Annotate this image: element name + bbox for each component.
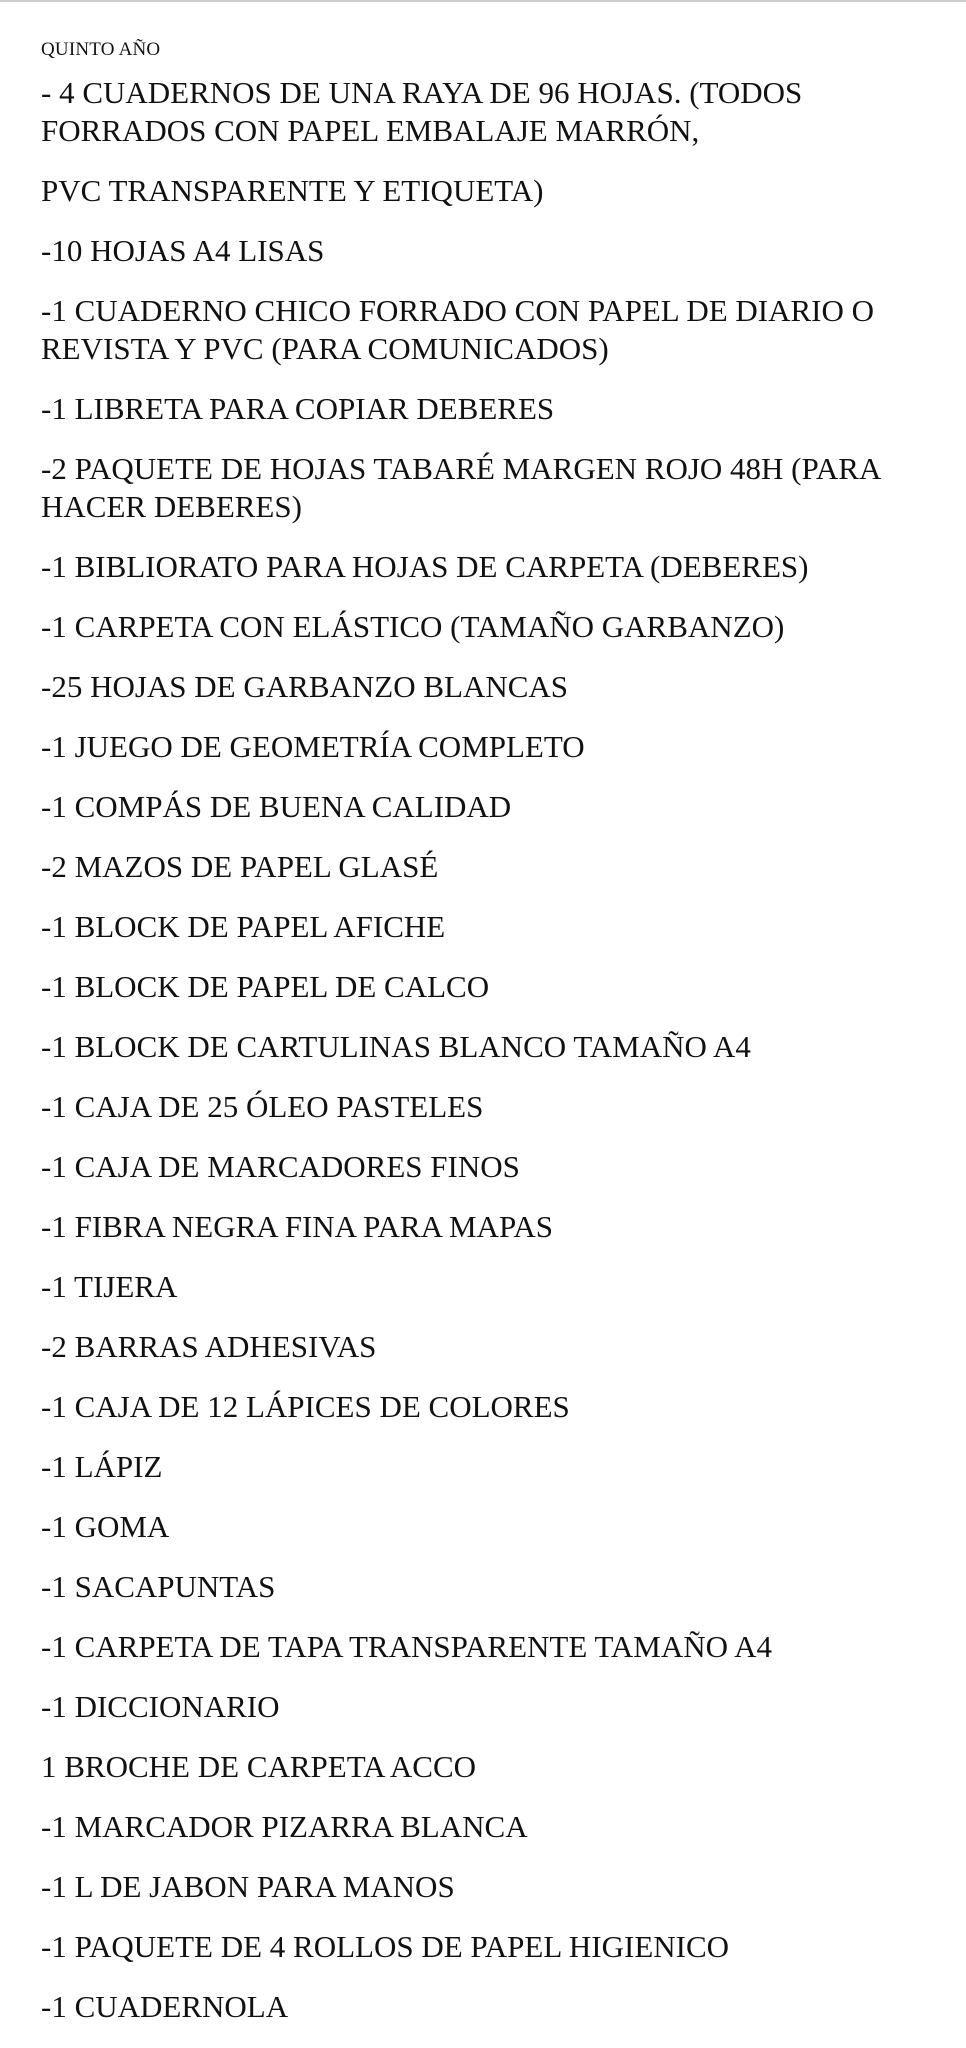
list-item: -1 FIBRA NEGRA FINA PARA MAPAS xyxy=(41,1209,553,1244)
supply-list-document xyxy=(41,38,941,2048)
list-item: -1 CUADERNOLA xyxy=(41,1989,289,2024)
list-item: -1 PAQUETE DE 4 ROLLOS DE PAPEL HIGIENICO xyxy=(41,1929,730,1964)
list-item: -1 TIJERA xyxy=(41,1269,178,1304)
list-item: -2 MAZOS DE PAPEL GLASÉ xyxy=(41,849,439,884)
list-item: -1 BLOCK DE PAPEL AFICHE xyxy=(41,909,446,944)
list-item: -1 BLOCK DE PAPEL DE CALCO xyxy=(41,969,490,1004)
list-item: PVC TRANSPARENTE Y ETIQUETA) xyxy=(41,173,544,208)
list-item: -1 COMPÁS DE BUENA CALIDAD xyxy=(41,789,512,824)
list-item: -2 PAQUETE DE HOJAS TABARÉ MARGEN ROJO 48H (PARA HACER DEBERES) xyxy=(41,451,882,524)
list-item: -1 LIBRETA PARA COPIAR DEBERES xyxy=(41,391,555,426)
list-item: - 4 CUADERNOS DE UNA RAYA DE 96 HOJAS. (TODOS FORRADOS CON PAPEL EMBALAJE MARRÓN, xyxy=(41,75,803,148)
list-item: -1 GOMA xyxy=(41,1509,170,1544)
page-heading: QUINTO AÑO xyxy=(41,39,161,60)
list-item: -1 LÁPIZ xyxy=(41,1449,163,1484)
list-item: -1 MARCADOR PIZARRA BLANCA xyxy=(41,1809,528,1844)
list-item: -1 JUEGO DE GEOMETRÍA COMPLETO xyxy=(41,729,585,764)
list-item: -2 BARRAS ADHESIVAS xyxy=(41,1329,377,1364)
list-item: -1 CAJA DE 25 ÓLEO PASTELES xyxy=(41,1089,484,1124)
list-item: -1 SACAPUNTAS xyxy=(41,1569,276,1604)
list-item: -1 CAJA DE MARCADORES FINOS xyxy=(41,1149,520,1184)
supply-list xyxy=(41,74,941,2026)
list-item: -1 BIBLIORATO PARA HOJAS DE CARPETA (DEBERES) xyxy=(41,549,809,584)
list-item: -1 CARPETA DE TAPA TRANSPARENTE TAMAÑO A4 xyxy=(41,1629,772,1664)
list-item: -1 CAJA DE 12 LÁPICES DE COLORES xyxy=(41,1389,570,1424)
top-divider xyxy=(0,0,966,2)
list-item: -1 DICCIONARIO xyxy=(41,1689,280,1724)
list-item: -25 HOJAS DE GARBANZO BLANCAS xyxy=(41,669,569,704)
list-item: -1 L DE JABON PARA MANOS xyxy=(41,1869,455,1904)
list-item: -1 CUADERNO CHICO FORRADO CON PAPEL DE DIARIO O REVISTA Y PVC (PARA COMUNICADOS) xyxy=(41,293,875,366)
list-item: 1 BROCHE DE CARPETA ACCO xyxy=(41,1749,477,1784)
list-item: -1 BLOCK DE CARTULINAS BLANCO TAMAÑO A4 xyxy=(41,1029,751,1064)
list-item: -1 CARPETA CON ELÁSTICO (TAMAÑO GARBANZO) xyxy=(41,609,785,644)
list-item: -10 HOJAS A4 LISAS xyxy=(41,233,325,268)
